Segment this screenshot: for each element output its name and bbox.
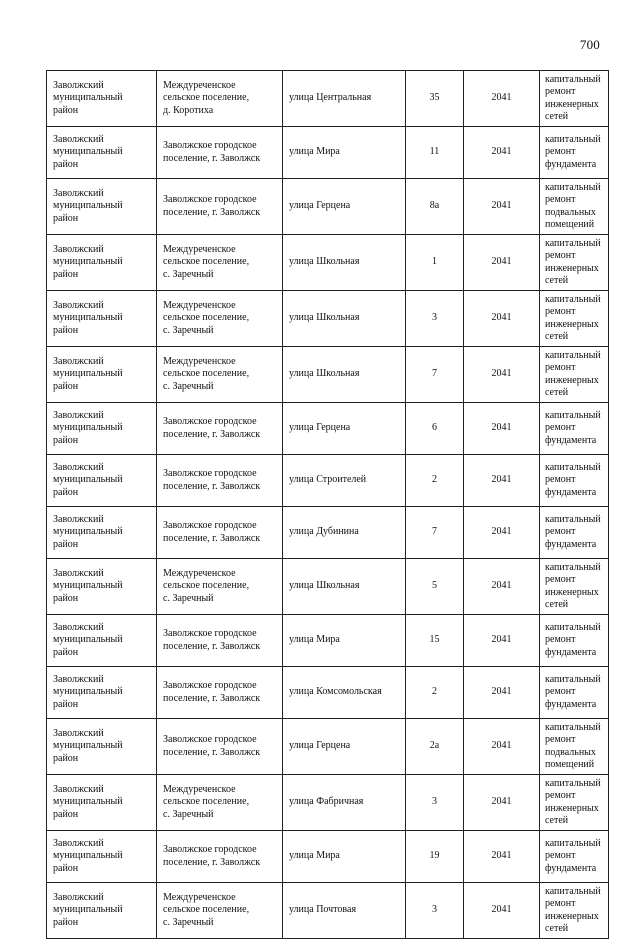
cell-settlement: Заволжское городское поселение, г. Заволжск [157, 667, 283, 719]
cell-house-number: 15 [406, 615, 464, 667]
cell-district: Заволжский муниципальный район [47, 883, 157, 939]
cell-year: 2041 [464, 831, 540, 883]
cell-street: улица Строителей [283, 455, 406, 507]
cell-house-number: 5 [406, 559, 464, 615]
cell-work-type: капитальный ремонт фундамента [540, 615, 609, 667]
table-row [47, 403, 609, 455]
cell-year: 2041 [464, 615, 540, 667]
cell-street: улица Дубинина [283, 507, 406, 559]
cell-house-number: 35 [406, 71, 464, 127]
table-row [47, 507, 609, 559]
cell-year: 2041 [464, 235, 540, 291]
cell-street: улица Мира [283, 127, 406, 179]
cell-year: 2041 [464, 403, 540, 455]
cell-district: Заволжский муниципальный район [47, 719, 157, 775]
cell-district: Заволжский муниципальный район [47, 667, 157, 719]
cell-settlement: Междуреченское сельское поселение, с. Заречный [157, 775, 283, 831]
cell-district: Заволжский муниципальный район [47, 615, 157, 667]
cell-district: Заволжский муниципальный район [47, 127, 157, 179]
table-row [47, 235, 609, 291]
table-row [47, 615, 609, 667]
cell-house-number: 2а [406, 719, 464, 775]
cell-district: Заволжский муниципальный район [47, 291, 157, 347]
cell-house-number: 19 [406, 831, 464, 883]
cell-settlement: Заволжское городское поселение, г. Заволжск [157, 507, 283, 559]
cell-district: Заволжский муниципальный район [47, 455, 157, 507]
cell-year: 2041 [464, 775, 540, 831]
cell-street: улица Почтовая [283, 883, 406, 939]
cell-settlement: Заволжское городское поселение, г. Заволжск [157, 831, 283, 883]
cell-year: 2041 [464, 179, 540, 235]
cell-year: 2041 [464, 507, 540, 559]
cell-house-number: 7 [406, 507, 464, 559]
cell-settlement: Заволжское городское поселение, г. Заволжск [157, 403, 283, 455]
cell-house-number: 8а [406, 179, 464, 235]
cell-district: Заволжский муниципальный район [47, 71, 157, 127]
cell-street: улица Мира [283, 831, 406, 883]
cell-year: 2041 [464, 455, 540, 507]
cell-work-type: капитальный ремонт инженерных сетей [540, 883, 609, 939]
cell-house-number: 6 [406, 403, 464, 455]
cell-settlement: Заволжское городское поселение, г. Заволжск [157, 719, 283, 775]
cell-district: Заволжский муниципальный район [47, 775, 157, 831]
table-row [47, 291, 609, 347]
cell-street: улица Школьная [283, 291, 406, 347]
cell-work-type: капитальный ремонт инженерных сетей [540, 559, 609, 615]
cell-settlement: Заволжское городское поселение, г. Заволжск [157, 615, 283, 667]
cell-settlement: Заволжское городское поселение, г. Заволжск [157, 179, 283, 235]
cell-settlement: Междуреченское сельское поселение, с. Заречный [157, 883, 283, 939]
cell-house-number: 2 [406, 667, 464, 719]
cell-work-type: капитальный ремонт фундамента [540, 455, 609, 507]
cell-street: улица Герцена [283, 179, 406, 235]
cell-work-type: капитальный ремонт фундамента [540, 127, 609, 179]
cell-work-type: капитальный ремонт инженерных сетей [540, 235, 609, 291]
cell-work-type: капитальный ремонт инженерных сетей [540, 347, 609, 403]
table-row [47, 559, 609, 615]
cell-work-type: капитальный ремонт фундамента [540, 831, 609, 883]
cell-year: 2041 [464, 667, 540, 719]
cell-district: Заволжский муниципальный район [47, 559, 157, 615]
cell-district: Заволжский муниципальный район [47, 831, 157, 883]
cell-house-number: 3 [406, 291, 464, 347]
repair-schedule-table [46, 70, 609, 939]
table-row [47, 883, 609, 939]
table-row [47, 71, 609, 127]
cell-district: Заволжский муниципальный район [47, 235, 157, 291]
cell-house-number: 3 [406, 775, 464, 831]
table-row [47, 719, 609, 775]
cell-work-type: капитальный ремонт фундамента [540, 667, 609, 719]
cell-district: Заволжский муниципальный район [47, 507, 157, 559]
cell-settlement: Междуреченское сельское поселение, с. Заречный [157, 291, 283, 347]
cell-settlement: Междуреченское сельское поселение, д. Коротиха [157, 71, 283, 127]
cell-year: 2041 [464, 719, 540, 775]
cell-year: 2041 [464, 71, 540, 127]
cell-street: улица Центральная [283, 71, 406, 127]
cell-house-number: 1 [406, 235, 464, 291]
cell-year: 2041 [464, 127, 540, 179]
cell-street: улица Школьная [283, 235, 406, 291]
cell-work-type: капитальный ремонт инженерных сетей [540, 291, 609, 347]
cell-street: улица Школьная [283, 347, 406, 403]
cell-year: 2041 [464, 347, 540, 403]
cell-year: 2041 [464, 883, 540, 939]
cell-year: 2041 [464, 559, 540, 615]
cell-work-type: капитальный ремонт подвальных помещений [540, 719, 609, 775]
cell-settlement: Заволжское городское поселение, г. Заволжск [157, 455, 283, 507]
cell-house-number: 7 [406, 347, 464, 403]
cell-house-number: 3 [406, 883, 464, 939]
cell-house-number: 11 [406, 127, 464, 179]
cell-street: улица Герцена [283, 719, 406, 775]
table-row [47, 127, 609, 179]
page-number: 700 [579, 37, 600, 52]
cell-work-type: капитальный ремонт фундамента [540, 507, 609, 559]
table-row [47, 831, 609, 883]
cell-street: улица Школьная [283, 559, 406, 615]
cell-district: Заволжский муниципальный район [47, 179, 157, 235]
table-row [47, 775, 609, 831]
table-row [47, 347, 609, 403]
cell-street: улица Фабричная [283, 775, 406, 831]
cell-street: улица Мира [283, 615, 406, 667]
cell-year: 2041 [464, 291, 540, 347]
cell-district: Заволжский муниципальный район [47, 347, 157, 403]
table-row [47, 667, 609, 719]
cell-district: Заволжский муниципальный район [47, 403, 157, 455]
cell-street: улица Комсомольская [283, 667, 406, 719]
cell-street: улица Герцена [283, 403, 406, 455]
cell-settlement: Междуреченское сельское поселение, с. Заречный [157, 347, 283, 403]
cell-work-type: капитальный ремонт инженерных сетей [540, 775, 609, 831]
cell-work-type: капитальный ремонт фундамента [540, 403, 609, 455]
cell-settlement: Заволжское городское поселение, г. Заволжск [157, 127, 283, 179]
table-row [47, 455, 609, 507]
cell-settlement: Междуреченское сельское поселение, с. Заречный [157, 559, 283, 615]
cell-work-type: капитальный ремонт инженерных сетей [540, 71, 609, 127]
cell-settlement: Междуреченское сельское поселение, с. Заречный [157, 235, 283, 291]
cell-work-type: капитальный ремонт подвальных помещений [540, 179, 609, 235]
cell-house-number: 2 [406, 455, 464, 507]
table-row [47, 179, 609, 235]
